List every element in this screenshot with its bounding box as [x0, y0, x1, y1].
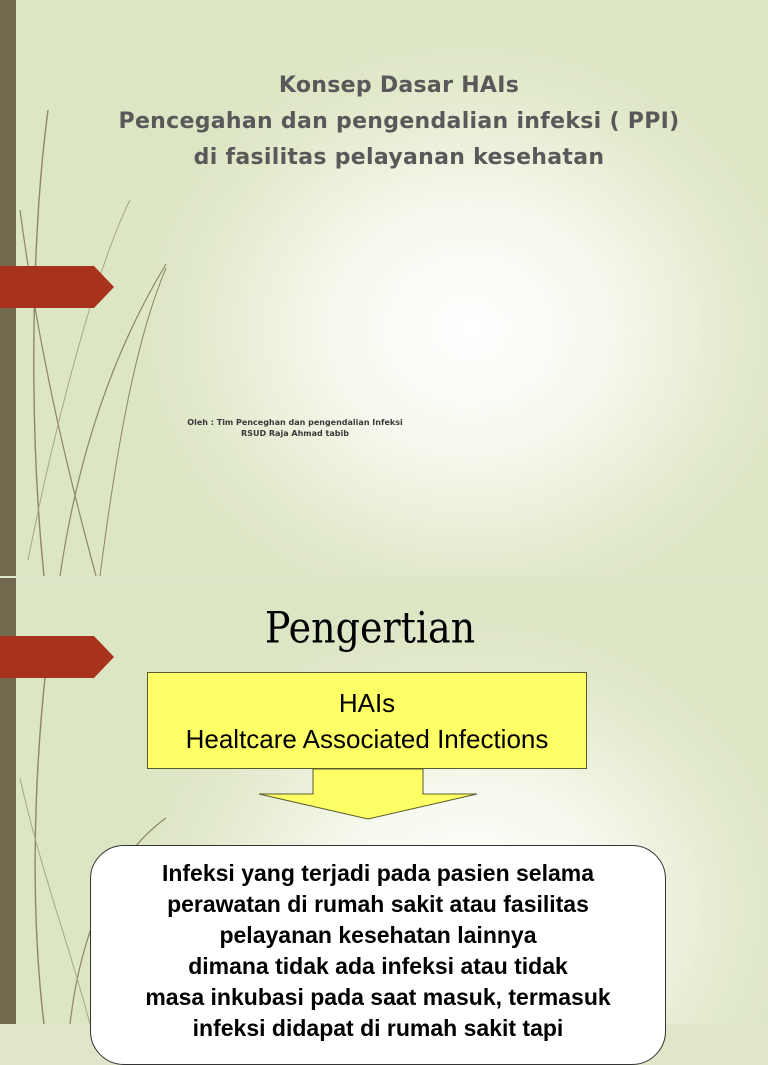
- definition-line: perawatan di rumah sakit atau fasilitas: [167, 891, 589, 917]
- term-line: Healtcare Associated Infections: [185, 724, 549, 754]
- slide-heading: Pengertian: [264, 603, 476, 653]
- definition-line: infeksi didapat di rumah sakit tapi: [192, 1015, 564, 1041]
- definition-line: pelayanan kesehatan lainnya: [219, 922, 537, 948]
- accent-tab: [0, 636, 114, 678]
- definition-line: masa inkubasi pada saat masuk, termasuk: [145, 984, 611, 1010]
- accent-tab: [0, 266, 114, 308]
- author-byline: [150, 417, 440, 439]
- definition-line: dimana tidak ada infeksi atau tidak: [188, 953, 568, 979]
- term-box: [147, 672, 587, 769]
- title-line: Pencegahan dan pengendalian infeksi ( PPI): [118, 109, 680, 134]
- term-line: HAIs: [338, 688, 396, 718]
- definition-slide: [0, 578, 768, 1041]
- title-line: di fasilitas pelayanan kesehatan: [193, 145, 605, 170]
- definition-line: Infeksi yang terjadi pada pasien selama: [161, 860, 595, 886]
- byline-line: Oleh : Tim Penceghan dan pengendalian Infeksi: [187, 418, 403, 427]
- down-arrow-icon: [255, 769, 481, 821]
- slide-title: [30, 68, 768, 176]
- byline-line: RSUD Raja Ahmad tabib: [241, 429, 349, 438]
- definition-box: [90, 845, 666, 1065]
- title-line: Konsep Dasar HAIs: [278, 73, 520, 98]
